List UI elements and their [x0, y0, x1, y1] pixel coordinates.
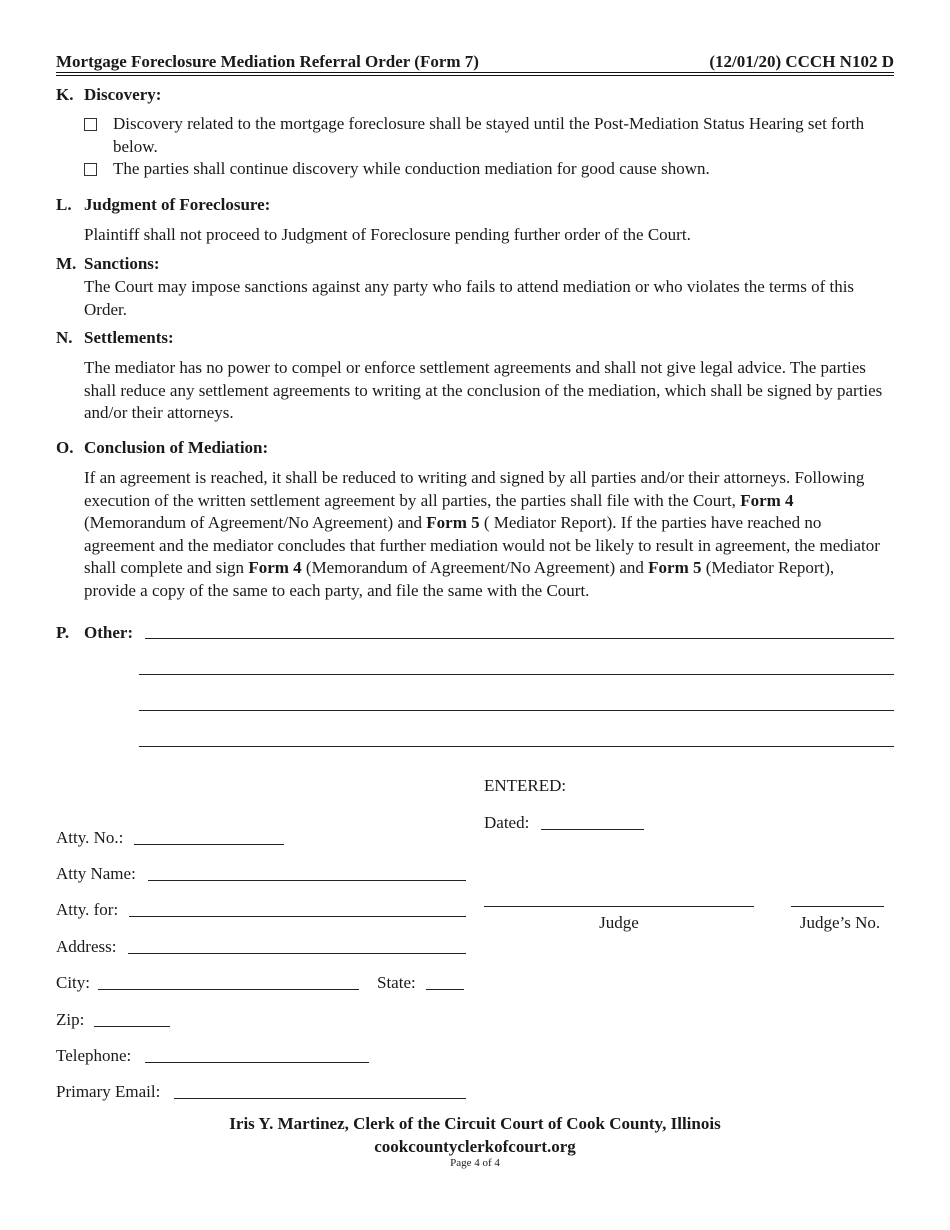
atty-name-label: Atty Name: [56, 864, 136, 883]
header-rule-double [56, 75, 894, 76]
atty-for-label: Atty. for: [56, 900, 119, 919]
section-p-letter: P. [56, 623, 70, 642]
discovery-stayed-checkbox[interactable] [84, 118, 97, 131]
form-4-ref: Form 4 [740, 490, 794, 510]
form-5-ref: Form 5 [426, 513, 480, 532]
section-k-title: Discovery: [84, 85, 162, 104]
telephone-field[interactable] [145, 1062, 369, 1063]
page-number: Page 4 of 4 [450, 1157, 500, 1169]
dated-label: Dated: [484, 813, 530, 832]
other-line-4[interactable] [139, 746, 894, 747]
section-l-text: Plaintiff shall not proceed to Judgment of Foreclosure pending further order of the Court. [84, 225, 691, 244]
atty-name-field[interactable] [148, 880, 466, 881]
page-header [56, 52, 894, 72]
judge-number-label: Judge’s No. [799, 913, 881, 932]
section-k-letter: K. [56, 85, 74, 104]
section-n-text: The mediator has no power to compel or enforce settlement agreements and shall not give legal advice. The parties shall reduce any settlement agreements to writing at the conclusion of the mediation, which shall be signed by parties and/or their attorneys. [84, 358, 883, 422]
other-line-3[interactable] [139, 710, 894, 711]
atty-no-field[interactable] [134, 844, 284, 845]
dated-field[interactable] [541, 829, 644, 830]
atty-for-field[interactable] [129, 916, 466, 917]
section-n-letter: N. [56, 328, 73, 347]
clerk-footer: Iris Y. Martinez, Clerk of the Circuit Court of Cook County, Illinois [229, 1114, 721, 1133]
state-label: State: [377, 973, 416, 992]
section-m-letter: M. [56, 254, 77, 273]
address-label: Address: [56, 937, 117, 956]
form-code: (12/01/20) CCCH N102 D [709, 52, 894, 71]
section-m-title: Sanctions: [84, 254, 160, 273]
section-p-title: Other: [84, 623, 134, 642]
city-field[interactable] [98, 989, 359, 990]
judge-signature-line[interactable] [484, 906, 754, 907]
section-n-title: Settlements: [84, 328, 174, 347]
other-line-2[interactable] [139, 674, 894, 675]
zip-field[interactable] [94, 1026, 170, 1027]
entered-label: ENTERED: [484, 776, 567, 795]
city-label: City: [56, 973, 91, 992]
state-field[interactable] [426, 989, 464, 990]
section-l-title: Judgment of Foreclosure: [84, 195, 271, 214]
judge-number-line[interactable] [791, 906, 884, 907]
form-4-ref: Form 4 [248, 558, 302, 577]
section-o-text: If an agreement is reached, it shall be reduced to writing and signed by all parties and/or their attorneys. Following execution of the written settlement agreement by all parties, the parties shall file with the Court, Form 4 (Memorandum of Agreement/No Agreement) and Form 5 ( Mediator Report). If the parties have reached no agreement and the mediator concludes that further mediation would not be likely to result in agreement, the mediator shall complete and sign Form 4 (Memorandum of Agreement/No Agreement) and Form 5 (Mediator Report), provide a copy of the same to each party, and file the same with the Court. [84, 468, 880, 600]
other-line-1[interactable] [145, 638, 894, 639]
address-field[interactable] [128, 953, 466, 954]
judge-label: Judge [599, 913, 639, 932]
form-title: Mortgage Foreclosure Mediation Referral Order (Form 7) [56, 52, 479, 71]
clerk-website: cookcountyclerkofcourt.org [374, 1137, 576, 1156]
section-l-letter: L. [56, 195, 72, 214]
atty-no-label: Atty. No.: [56, 828, 124, 847]
discovery-stayed-label: Discovery related to the mortgage foreclosure shall be stayed until the Post-Mediation Status Hearing set forth below. [113, 114, 865, 156]
section-o-letter: O. [56, 438, 74, 457]
section-o-title: Conclusion of Mediation: [84, 438, 269, 457]
telephone-label: Telephone: [56, 1046, 132, 1065]
email-label: Primary Email: [56, 1082, 161, 1101]
section-m-text: The Court may impose sanctions against any party who fails to attend mediation or who violates the terms of this Order. [84, 277, 855, 319]
discovery-continue-label: The parties shall continue discovery while conduction mediation for good cause shown. [113, 159, 710, 178]
header-rule [56, 72, 894, 73]
email-field[interactable] [174, 1098, 466, 1099]
zip-label: Zip: [56, 1010, 85, 1029]
form-5-ref: Form 5 [648, 558, 702, 577]
discovery-continue-checkbox[interactable] [84, 163, 97, 176]
